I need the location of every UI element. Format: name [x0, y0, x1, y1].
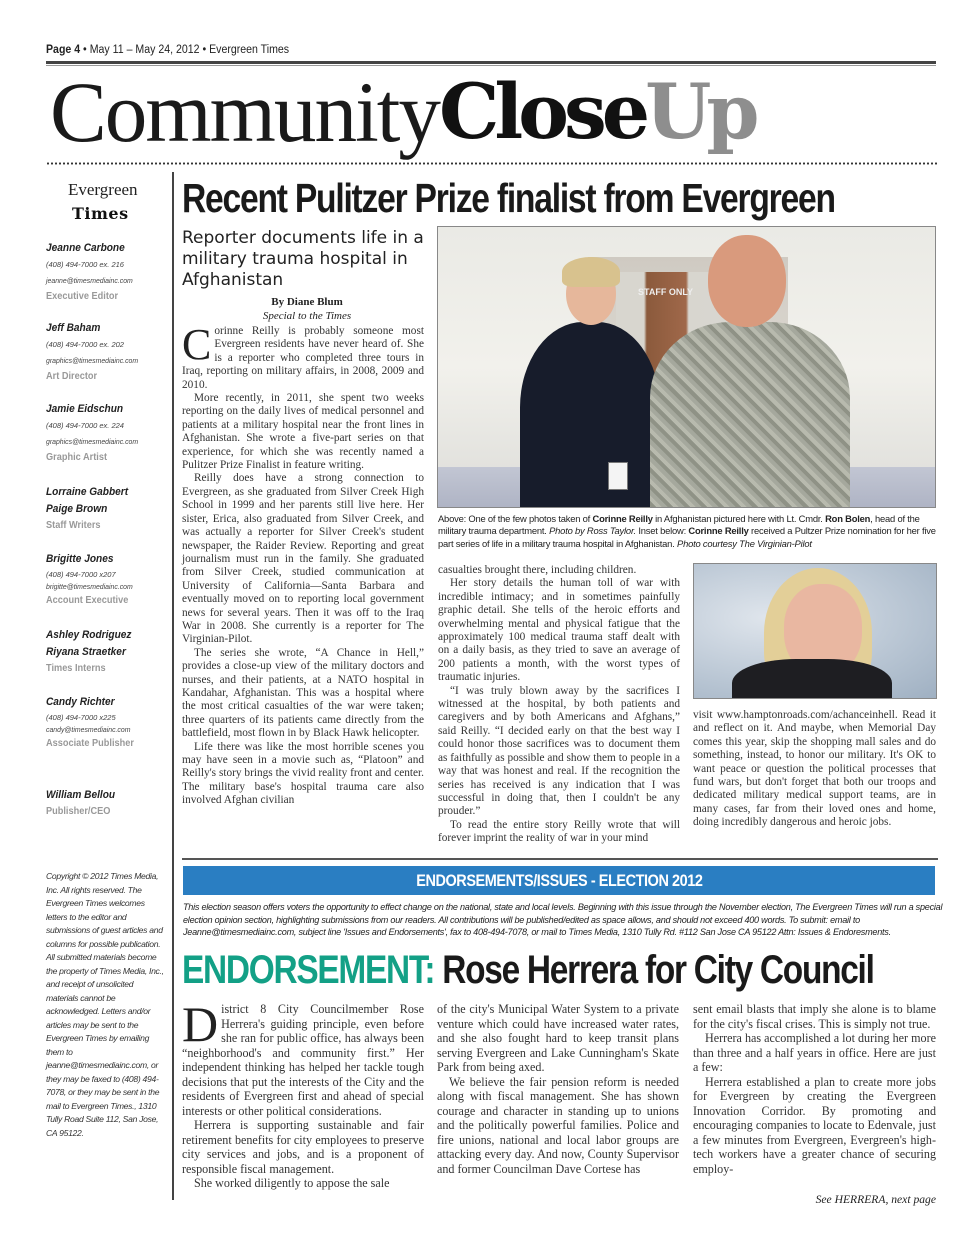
- page-folio: [46, 44, 289, 56]
- article-column-2: [438, 564, 680, 846]
- staff-entry: [46, 627, 171, 677]
- bullet-separator: •: [83, 44, 87, 56]
- election-intro: This election season offers voters the opportunity to effect change on the national, state and local levels. Beginning with this issue through the November election, The Evergreen Times will run a special election opinion section, highlighting submissions from our readers. All contributions will be published/edited as space allows, and should not exceed 400 words. To submit: email to Jeanne@timesmediainc.com, subject line 'Issues and Endorsements', fax to 408-494-7078, or mail to Times Media, 1310 Tully Rd. #112 San Jose CA 95122 Attn: Issues & Endoresments.: [183, 902, 943, 938]
- article-column-3: [693, 709, 936, 830]
- staff-name: Candy Richter: [46, 696, 115, 708]
- endorsement-column-2: [437, 1002, 679, 1176]
- column-divider: [172, 172, 174, 1200]
- staff-name: Lorraine Gabbert: [46, 486, 129, 498]
- staff-name: Riyana Straetker: [46, 646, 126, 658]
- staff-name: Jeanne Carbone: [46, 242, 125, 254]
- paragraph: Corinne Reilly is probably someone most Evergreen residents have never heard of. She is a reporter who completed three tours in Iraq, reporting on military affairs, in 2008, 2009 and 2010.: [182, 320, 424, 391]
- staff-name: Paige Brown: [46, 503, 108, 515]
- paragraph: “I was truly blown away by the sacrifices I witnessed at the hospital, by both patients and caregivers and by both Americans and Afghans,” said Reilly. “I decided early on that the best way I could honor those sacrifices was to document them as faithfully as possible and show them to people in a way that was honest and real. If the recognition the series has received is any indication that I was successful in doing that, then I couldn't be any prouder.”: [438, 684, 680, 818]
- byline-affiliation: Special to the Times: [262, 310, 352, 322]
- copyright-notice: Copyright © 2012 Times Media, Inc. All rights reserved. The Evergreen Times welcomes letters to the editor and submissions of guest articles and columns for possible publication. All submitted materials become the property of Times Media, Inc., and receipt of unsolicited materials cannot be acknowledged. Letters and/or articles may be sent to the Evergreen Times by emailing them to jeanne@timesmediainc.com, or they may be faxed to (408) 494-7078, or they may be sent in the mail to Evergreen Times., 1310 Tully Road Suite 112, San Jose, CA 95122.: [46, 871, 164, 1138]
- staff-name: Ashley Rodriguez: [46, 629, 132, 641]
- endorsement-column-1: [182, 996, 424, 1191]
- staff-phone: (408) 494-7000 ex. 216: [46, 260, 124, 269]
- staff-entry: [46, 551, 171, 609]
- paragraph: Herrera established a plan to create more jobs for Evergreen by creating the Evergreen Innovation Corridor. By promoting and encouraging companies to locate to Edenvale, just a few minutes from Evergreen, Evergreen's high-tech workers have a greater chance of securing employ-: [693, 1074, 936, 1176]
- staff-role: Publisher/CEO: [46, 806, 111, 817]
- drop-cap: C: [182, 320, 212, 369]
- staff-name: Jamie Eidschun: [46, 403, 124, 415]
- staff-email[interactable]: brigitte@timesmediainc.com: [46, 582, 133, 591]
- paragraph: casualties brought there, including children.: [438, 564, 637, 576]
- section-masthead: [50, 66, 755, 158]
- paragraph: Her story details the human toll of war with incredible intimacy; and in sometimes painfully graphic detail. She tells of the heroic efforts and overwhelming mental and physical fatigue that the approximately 100 medical trauma staff dealt with on a daily basis, as they tried to save an average of 200 patients a month, with the worst types of traumatic injuries.: [438, 577, 680, 684]
- publication-name: Evergreen Times: [209, 44, 290, 56]
- endorsement-title: Rose Herrera for City Council: [434, 948, 874, 992]
- paragraph: visit www.hamptonroads.com/achanceinhell. Read it and reflect on it. And maybe, when Memorial Day comes this year, skip the shopping mall sales and do something, instead, to honor our military. It's OK to want peace or question the political processes that fund wars, but don't forget that both our troops and dedicated military medical support teams, are in many cases, far from their loved ones and home, doing incredibly dangerous and heroic jobs.: [693, 709, 936, 829]
- masthead-close: Close: [438, 67, 646, 156]
- staff-role: Times Interns: [46, 663, 106, 674]
- paragraph: District 8 City Councilmember Rose Herrera's guiding principle, even before she ran for public office, has always been “neighborhood's and community first.” Her independent thinking has helped her tackle tough decisions that put the interests of the City and the residents of Evergreen first and ahead of special interests or other political considerations.: [182, 996, 424, 1118]
- staff-entry: [46, 401, 171, 466]
- endorsement-headline: [182, 944, 874, 996]
- staff-phone: (408) 494-7000 ex. 202: [46, 340, 124, 349]
- photo-caption: Above: One of the few photos taken of Corinne Reilly in Afghanistan pictured here with Lt. Cmdr. Ron Bolen, head of the military trauma department. Photo by Ross Taylor. Inset below: Corinne Reilly received a Pultzer Prize nomination for her five part series of life in a military trauma hospital in Afghanistan. Photo courtesy The Virginian-Pilot: [438, 513, 936, 549]
- staff-role: Staff Writers: [46, 520, 101, 531]
- paragraph: The series she wrote, “A Chance in Hell,” provides a close-up view of the military doctors and nurses, and their patients, at a NATO hospital in Kandahar, Afghanistan. This was a hospital where the most critical casualties of the war were taken; three quarters of its patients came directly from the battlefield, most flown in by Black Hawk helicopter.: [182, 646, 424, 740]
- staff-email[interactable]: candy@timesmediainc.com: [46, 725, 131, 734]
- staff-role: Executive Editor: [46, 291, 119, 302]
- byline: By Diane Blum: [271, 296, 343, 308]
- photo-subject-woman: [520, 322, 660, 508]
- masthead-community: Community: [50, 64, 440, 160]
- staff-role: Associate Publisher: [46, 738, 134, 749]
- staff-phone: (408) 494-7000 x225: [46, 713, 116, 722]
- staff-entry: [46, 484, 171, 534]
- paragraph: Herrera is supporting sustainable and fair retirement benefits for city employees to preserve city services and jobs, and is a proponent of responsible fiscal management.: [182, 1118, 424, 1176]
- bullet-separator: •: [202, 44, 207, 56]
- sidebar-logo-times: Times: [72, 204, 129, 223]
- paragraph: Herrera has accomplished a lot during her more than three and a half years in office. Here are just a few:: [693, 1031, 936, 1074]
- staff-entry: [46, 320, 171, 385]
- section-rule: [182, 858, 938, 860]
- election-banner: ENDORSEMENTS/ISSUES - ELECTION 2012: [183, 866, 935, 895]
- staff-entry: [46, 787, 171, 820]
- staff-phone: (408) 494-7000 x207: [46, 570, 116, 579]
- staff-email[interactable]: graphics@timesmediainc.com: [46, 437, 139, 446]
- paragraph: Life there was like the most horrible scenes you may have seen in a movie such as, “Platoon” and Reilly's story brings the vivid reality front and center. The military base's hospital trauma care also involved Afghan civilian: [182, 740, 424, 807]
- paragraph: We believe the fair pension reform is needed along with fiscal management. She has shown courage and character in standing up to unions and the politically powerful families. Police and fire unions, national and local labor groups are attacking every day. And now, County Supervisor and former Councilman Dave Cortese has: [437, 1074, 679, 1176]
- endorsement-column-3: [693, 1002, 936, 1176]
- staff-name: Jeff Baham: [46, 322, 101, 334]
- photo-subject-man: [650, 322, 850, 508]
- paragraph: Reilly does have a strong connection to Evergreen, as she graduated from Silver Creek High School in 1999 and her parents still live here. Her sister, Erica, also graduated from Silver Creek, and was actually a reporter for Silver Creek's student newspaper, the Raider Review. Reporting and great journalism must run in the family. She graduated from Silver Creek, studied communication at University of California—Santa Barbara and eventually moved on to reporting local government news for several years. Then it was off to the Iraq War in 2008. She currently is a reporter for The Virginian-Pilot.: [182, 472, 424, 646]
- article-subhead: Reporter documents life in a military trauma hospital in Afghanistan: [182, 228, 424, 290]
- staff-entry: [46, 240, 171, 305]
- sidebar-logo-evergreen: Evergreen: [68, 180, 138, 199]
- paragraph: To read the entire story Reilly wrote that will forever imprint the reality of war in your mind: [438, 818, 680, 845]
- drop-cap: D: [182, 996, 219, 1052]
- staff-email[interactable]: jeanne@timesmediainc.com: [46, 276, 133, 285]
- dotted-divider: [46, 162, 938, 165]
- article-column-1: [182, 320, 424, 808]
- staff-email[interactable]: graphics@timesmediainc.com: [46, 356, 139, 365]
- paragraph: More recently, in 2011, she spent two weeks reporting on the daily lives of medical personnel and patients at a military hospital near the front lines in Afghanistan. She wrote a five-part series on that experience, for which she was recently named a Pulitzer Prize Finalist in feature writing.: [182, 392, 424, 472]
- masthead-up: Up: [645, 67, 755, 156]
- paragraph: She worked diligently to appose the sale: [194, 1176, 390, 1190]
- staff-name: William Bellou: [46, 789, 116, 801]
- staff-name: Brigitte Jones: [46, 553, 114, 565]
- staff-role: Graphic Artist: [46, 452, 108, 463]
- paragraph: of the city's Municipal Water System to a private venture which could have increased water rates, and she also fought hard to keep transit plans serving Evergreen and Lake Cunningham's Skate Park from being axed.: [437, 1002, 679, 1074]
- endorsement-label: ENDORSEMENT:: [182, 948, 435, 992]
- staff-entry: [46, 694, 171, 752]
- page-number: Page 4: [46, 44, 81, 56]
- staff-phone: (408) 494-7000 ex. 224: [46, 421, 124, 430]
- staff-only-sign: STAFF ONLY: [638, 287, 694, 297]
- inset-photo: [693, 563, 937, 699]
- staff-role: Art Director: [46, 371, 98, 382]
- main-photo: [437, 226, 936, 508]
- issue-dates: May 11 – May 24, 2012: [89, 44, 200, 56]
- article-headline: Recent Pulitzer Prize finalist from Evergreen: [182, 175, 835, 221]
- paragraph: sent email blasts that imply she alone is to blame for the city's fiscal crises. This is simply not true.: [693, 1002, 936, 1031]
- continued-jump-line: See HERRERA, next page: [815, 1193, 936, 1206]
- staff-role: Account Executive: [46, 595, 129, 606]
